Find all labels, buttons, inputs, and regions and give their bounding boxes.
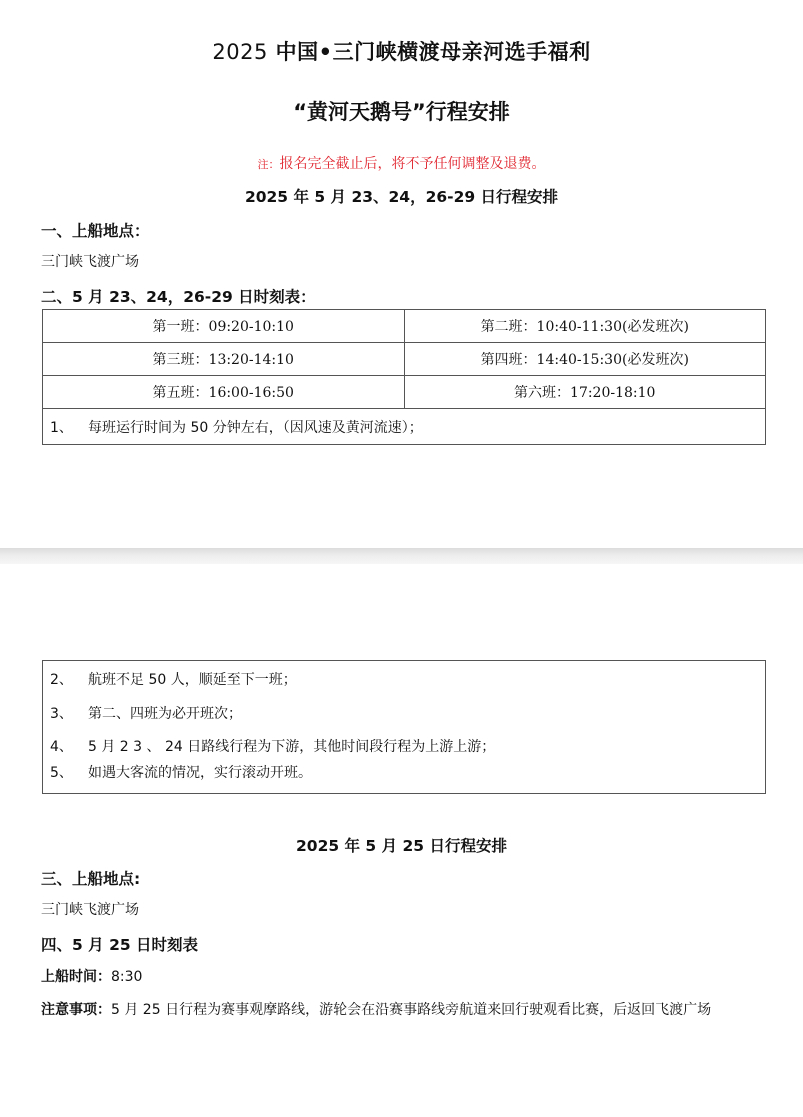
note-number: 2、 bbox=[50, 672, 73, 688]
notice-label: 注意事项： bbox=[41, 1002, 111, 1018]
boarding-time-value: 8:30 bbox=[111, 969, 143, 985]
list-item bbox=[50, 736, 495, 756]
note-text: 5 月 2 3 、 24 日路线行程为下游，其他时间段行程为上游上游； bbox=[88, 739, 496, 755]
note-text: 报名完全截止后，将不予任何调整及退费。 bbox=[279, 156, 546, 172]
timetable bbox=[42, 309, 766, 445]
boarding-location-2: 三门峡飞渡广场 bbox=[41, 902, 139, 918]
notice-text: 5 月 25 日行程为赛事观摩路线，游轮会在沿赛事路线旁航道来回行驶观看比赛，后返回飞渡广场 bbox=[111, 1002, 712, 1018]
table-cell: 第一班：09:20-10:10 bbox=[43, 310, 405, 343]
document-title bbox=[0, 36, 803, 66]
schedule-2-heading: 2025 年 5 月 25 日行程安排 bbox=[296, 837, 507, 855]
notice-paragraph bbox=[41, 992, 721, 1028]
note-row-1 bbox=[43, 409, 766, 445]
note-number: 5、 bbox=[50, 765, 73, 781]
registration-note bbox=[0, 153, 803, 173]
boarding-location-heading-2: 三、上船地点: bbox=[41, 870, 141, 888]
page-break bbox=[0, 548, 803, 564]
list-item bbox=[50, 703, 242, 723]
boarding-location-heading-1: 一、上船地点： bbox=[41, 222, 150, 240]
timetable-heading-2: 四、5 月 25 日时刻表 bbox=[41, 936, 199, 954]
table-row bbox=[43, 376, 766, 409]
title-main: 中国•三门峡横渡母亲河选手福利 bbox=[275, 40, 591, 64]
boarding-time-label: 上船时间： bbox=[41, 969, 111, 985]
note-text: 航班不足 50 人，顺延至下一班； bbox=[88, 672, 297, 688]
list-item bbox=[50, 669, 297, 689]
notes-box bbox=[42, 660, 766, 794]
note-text: 每班运行时间为 50 分钟左右，（因风速及黄河流速）； bbox=[88, 419, 423, 436]
document-subtitle: “黄河天鹅号”行程安排 bbox=[293, 100, 510, 124]
table-cell: 第四班：14:40-15:30(必发班次) bbox=[404, 343, 766, 376]
note-text: 如遇大客流的情况，实行滚动开班。 bbox=[88, 765, 312, 781]
note-prefix: 注： bbox=[257, 158, 280, 171]
table-cell: 第二班：10:40-11:30(必发班次) bbox=[404, 310, 766, 343]
note-number: 1、 bbox=[50, 419, 73, 436]
timetable-heading-1: 二、5 月 23、24，26-29 日时刻表： bbox=[41, 288, 316, 306]
title-year: 2025 bbox=[212, 40, 268, 64]
schedule-1-heading: 2025 年 5 月 23、24，26-29 日行程安排 bbox=[244, 188, 559, 206]
table-cell: 第三班：13:20-14:10 bbox=[43, 343, 405, 376]
boarding-time bbox=[41, 966, 142, 986]
table-row bbox=[43, 310, 766, 343]
note-number: 4、 bbox=[50, 739, 73, 755]
table-row bbox=[43, 343, 766, 376]
table-row bbox=[43, 409, 766, 445]
list-item bbox=[50, 762, 312, 782]
table-cell: 第六班：17:20-18:10 bbox=[404, 376, 766, 409]
table-cell: 第五班：16:00-16:50 bbox=[43, 376, 405, 409]
boarding-location-1: 三门峡飞渡广场 bbox=[41, 254, 139, 270]
note-text: 第二、四班为必开班次； bbox=[88, 706, 242, 722]
note-number: 3、 bbox=[50, 706, 73, 722]
